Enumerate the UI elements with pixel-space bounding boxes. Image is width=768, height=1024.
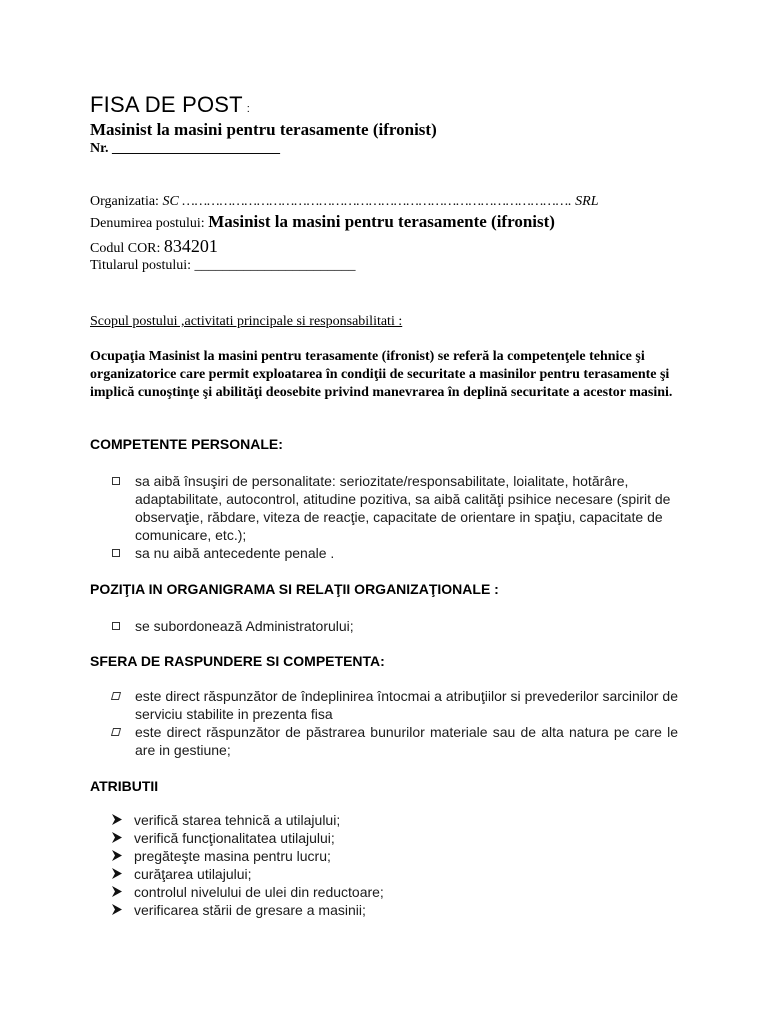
field-denumirea [90, 212, 555, 232]
list-item-text: pregăteşte masina pentru lucru; [134, 848, 331, 864]
pozitia-heading: POZIŢIA IN ORGANIGRAMA SI RELAŢII ORGANIZAŢIONALE : [90, 581, 499, 597]
titular-value: _______________________ [194, 258, 356, 273]
sfera-heading: SFERA DE RASPUNDERE SI COMPETENTA: [90, 653, 385, 669]
square-bullet-icon [112, 622, 120, 630]
arrow-bullet-icon [112, 850, 122, 861]
list-item [90, 865, 384, 883]
field-organizatia [90, 194, 599, 210]
field-titular [90, 258, 356, 274]
competente-heading: COMPETENTE PERSONALE: [90, 436, 283, 452]
list-item-text: controlul nivelului de ulei din reductoare; [134, 884, 384, 900]
denumirea-value: Masinist la masini pentru terasamente (ifronist) [208, 212, 555, 231]
competente-list [90, 472, 678, 562]
title-colon: : [246, 103, 251, 115]
square-bullet-icon [112, 549, 120, 557]
list-item-text: sa nu aibă antecedente penale . [135, 545, 335, 561]
arrow-bullet-icon [112, 904, 122, 915]
field-cod-cor [90, 236, 218, 257]
list-item-text: verificarea stării de gresare a masinii; [134, 902, 366, 918]
organizatia-value: SC …………………………………………………………………………………. SRL [162, 194, 599, 209]
arrow-bullet-icon [112, 832, 122, 843]
arrow-bullet-icon [112, 886, 122, 897]
scope-paragraph: Ocupaţia Masinist la masini pentru terasamente (ifronist) se referă la competenţele tehnice şi organizatorice care permit exploatarea în condiţii de securitate a masinilor pentru terasamente şi implică cunoştinţe şi abilităţi deosebite privind manevrarea în deplină securitate a acestor masini. [90, 349, 673, 400]
organizatia-label: Organizatia: [90, 194, 159, 209]
cor-label: Codul COR: [90, 241, 161, 256]
square-bullet-icon [112, 477, 120, 485]
list-item-text: verifică starea tehnică a utilajului; [134, 812, 341, 828]
square-bullet-icon [111, 728, 121, 736]
list-item-text: este direct răspunzător de îndeplinirea întocmai a atribuţiilor si prevederilor sarcinilor de serviciu stabilite in prezenta fisa [135, 688, 678, 722]
arrow-bullet-icon [112, 868, 122, 879]
job-subtitle: Masinist la masini pentru terasamente (ifronist) [90, 120, 437, 139]
denumirea-label: Denumirea postului: [90, 216, 205, 231]
arrow-bullet-icon [112, 814, 122, 825]
list-item [90, 901, 384, 919]
atributii-list [90, 811, 384, 919]
list-item [90, 829, 384, 847]
atributii-heading: ATRIBUTII [90, 778, 159, 794]
cor-value: 834201 [163, 236, 218, 256]
list-item [90, 617, 678, 635]
list-item [90, 472, 678, 544]
titular-label: Titularul postului: [90, 258, 192, 273]
list-item-text: se subordonează Administratorului; [135, 618, 354, 634]
list-item-text: verifică funcţionalitatea utilajului; [134, 830, 335, 846]
document-title [90, 92, 250, 118]
document-number-line: Nr. ________________________ [90, 141, 281, 156]
list-item-text: sa aibă însuşiri de personalitate: seriozitate/responsabilitate, loialitate, hotărâre, adaptabilitate, autocontrol, atitudine pozitiva, sa aibă calităţi psihice necesare (spirit de observaţie, răbdare, viteza de reacţie, capacitate de orientare in spaţiu, capacitate de comunicare, etc.); [135, 473, 671, 543]
pozitia-list [90, 617, 678, 635]
list-item-text: este direct răspunzător de păstrarea bunurilor materiale sau de alta natura pe care le are in gestiune; [135, 724, 678, 758]
sfera-list [90, 687, 678, 759]
list-item [90, 687, 678, 723]
list-item [90, 883, 384, 901]
list-item [90, 723, 678, 759]
title-text: FISA DE POST [90, 92, 243, 117]
list-item [90, 544, 678, 562]
list-item-text: curăţarea utilajului; [134, 866, 252, 882]
square-bullet-icon [111, 692, 121, 700]
list-item [90, 847, 384, 865]
list-item [90, 811, 384, 829]
scope-heading: Scopul postului ,activitati principale si responsabilitati : [90, 314, 403, 329]
